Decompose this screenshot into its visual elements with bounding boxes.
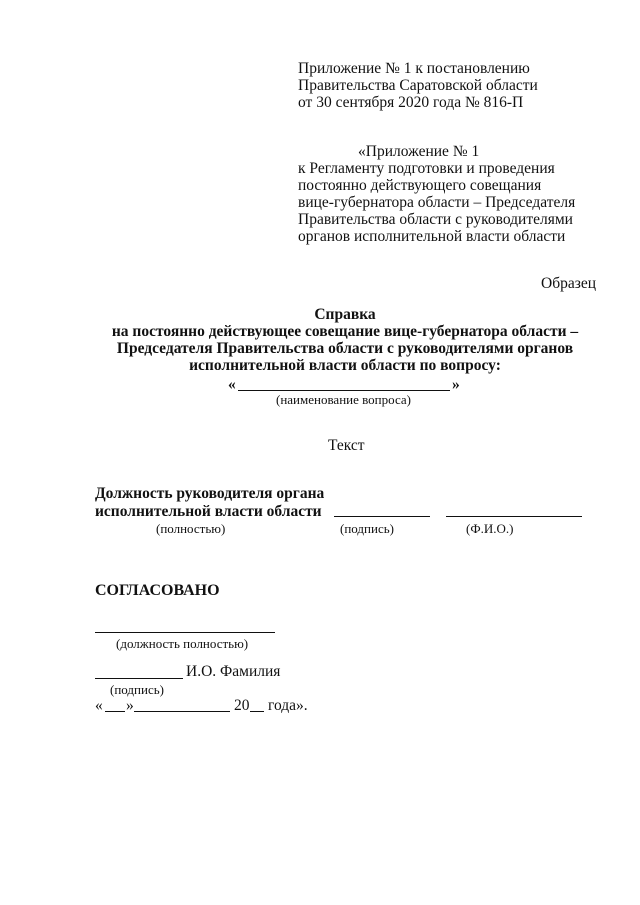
- header-line-2: Правительства Саратовской области: [298, 77, 538, 94]
- approval-date-open: «: [95, 697, 103, 714]
- name-caption: (Ф.И.О.): [466, 521, 514, 536]
- full-name-line: [446, 516, 582, 517]
- approval-year-prefix: 20: [234, 697, 250, 714]
- title-heading: Справка: [314, 306, 376, 323]
- appendix-line-3: вице-губернатора области – Председателя: [298, 194, 576, 211]
- approval-position-caption: (должность полностью): [116, 636, 249, 651]
- sample-label: Образец: [541, 275, 597, 292]
- document-title: [0, 306, 640, 374]
- appendix-line-4: Правительства области с руководителями: [298, 211, 573, 228]
- approval-heading: СОГЛАСОВАНО: [95, 582, 220, 599]
- signature-line: [334, 516, 430, 517]
- approval-signature-line: [95, 678, 183, 679]
- title-line-2: Председателя Правительства области с руководителями органов: [116, 340, 574, 357]
- appendix-line-2: постоянно действующего совещания: [298, 177, 542, 194]
- approval-year-suffix: года».: [268, 697, 308, 714]
- position-line-1: Должность руководителя органа: [95, 485, 325, 502]
- header-line-3: от 30 сентября 2020 года № 816-П: [298, 94, 524, 111]
- approval-position-line: [95, 632, 275, 633]
- approval-signature-caption: (подпись): [110, 682, 164, 697]
- question-open-quote: «: [228, 376, 236, 393]
- approval-year-line: [250, 711, 264, 712]
- approval-date-close: »: [126, 697, 134, 714]
- position-caption: (полностью): [156, 521, 226, 536]
- position-line-2: исполнительной власти области: [95, 503, 322, 520]
- signature-caption: (подпись): [340, 521, 394, 536]
- approval-month-line: [134, 711, 230, 712]
- appendix-line-1: к Регламенту подготовки и проведения: [298, 160, 555, 177]
- approval-name: И.О. Фамилия: [186, 663, 281, 680]
- appendix-line-5: органов исполнительной власти области: [298, 228, 566, 245]
- body-text: Текст: [328, 437, 365, 454]
- appendix-title: «Приложение № 1: [358, 143, 480, 160]
- header-block: [298, 60, 538, 111]
- approval-day-line: [105, 711, 125, 712]
- appendix-block: [298, 143, 575, 245]
- question-caption: (наименование вопроса): [276, 392, 411, 407]
- title-line-1: на постоянно действующее совещание вице-губернатора области –: [111, 323, 579, 340]
- question-close-quote: »: [452, 376, 460, 393]
- header-line-1: Приложение № 1 к постановлению: [298, 60, 530, 77]
- title-line-3: исполнительной власти области по вопросу:: [189, 357, 501, 374]
